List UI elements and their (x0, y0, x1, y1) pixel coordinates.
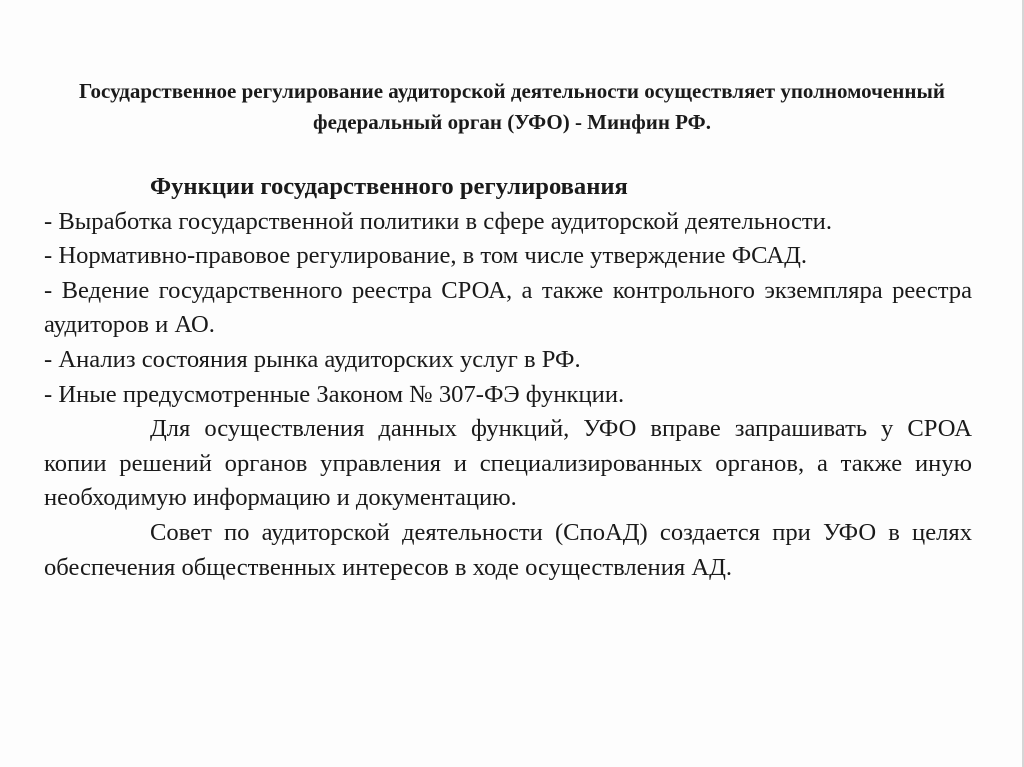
slide-title: Государственное регулирование аудиторской деятельности осуществляет уполномоченный федеральный орган (УФО) - Минфин РФ. (79, 79, 945, 134)
function-item: - Ведение государственного реестра СРОА, а также контрольного экземпляра реестра аудиторов и АО. (44, 276, 972, 339)
function-item: - Иные предусмотренные Законом № 307-ФЭ функции. (44, 380, 625, 408)
paragraph-sroa-requests: Для осуществления данных функций, УФО вправе запрашивать у СРОА копии решений органов управления и специализированных органов, а также иную необходимую информацию и документацию. (44, 415, 972, 512)
function-item: - Нормативно-правовое регулирование, в том числе утверждение ФСАД. (44, 242, 808, 270)
slide-body (44, 170, 972, 585)
section-heading: Функции государственного регулирования (150, 173, 628, 200)
paragraph-audit-council: Совет по аудиторской деятельности (СпоАД) создается при УФО в целях обеспечения общественных интересов в ходе осуществления АД. (44, 518, 972, 581)
function-item: - Выработка государственной политики в сфере аудиторской деятельности. (44, 207, 832, 235)
function-item: - Анализ состояния рынка аудиторских услуг в РФ. (44, 345, 581, 373)
